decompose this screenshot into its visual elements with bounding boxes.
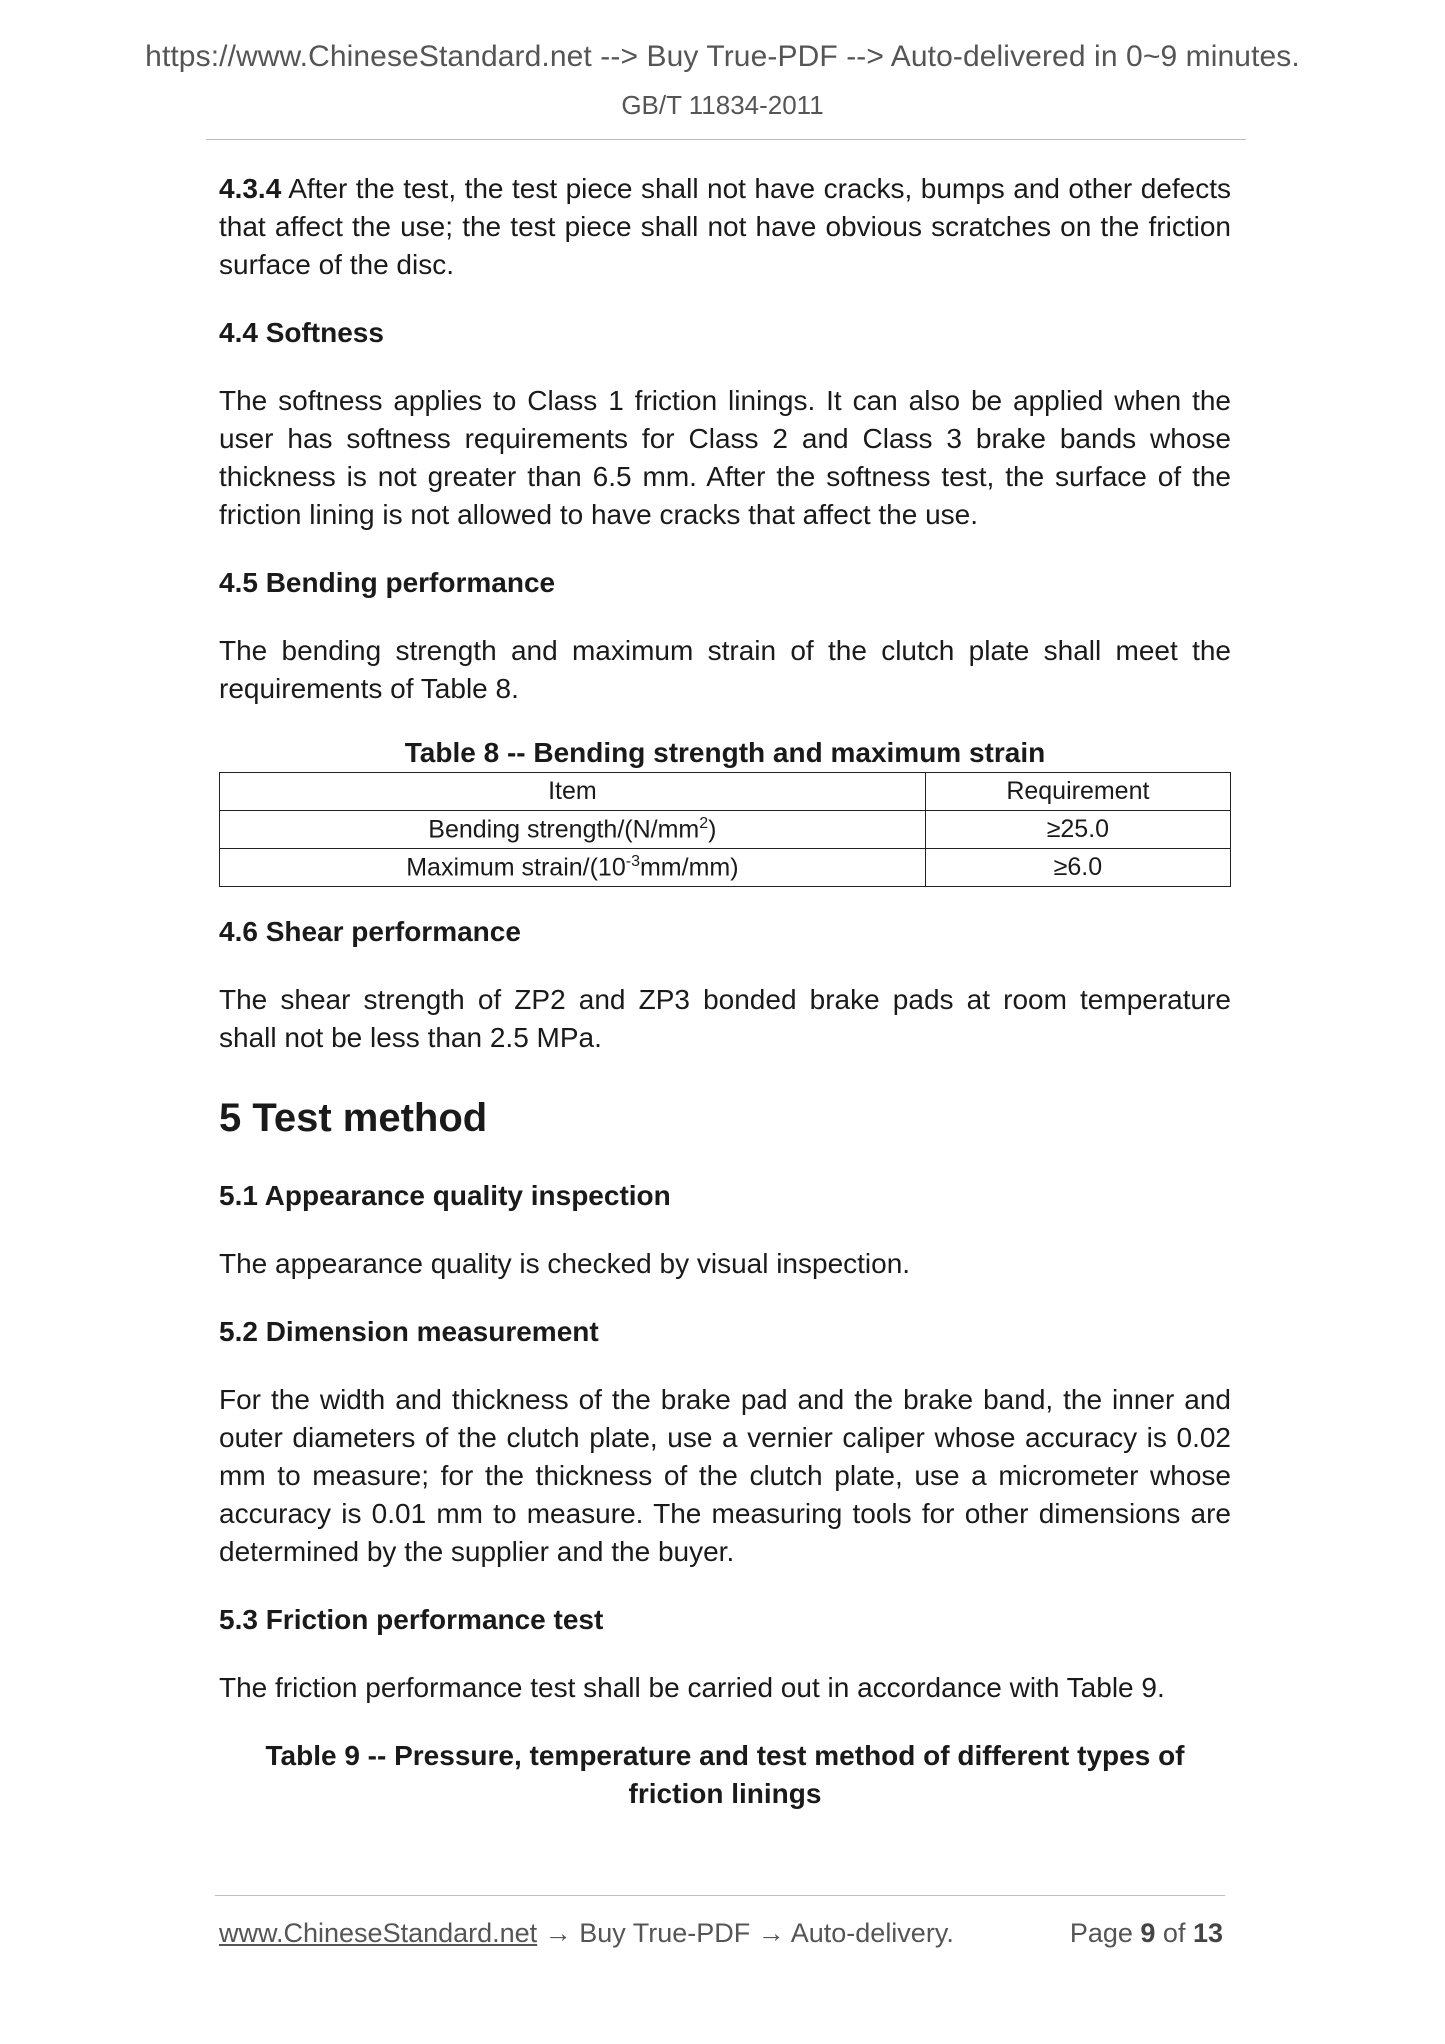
heading-5-1: 5.1 Appearance quality inspection	[219, 1180, 671, 1211]
table-9-title: Table 9 -- Pressure, temperature and test method of different types of friction linings	[265, 1740, 1185, 1809]
heading-5-2: 5.2 Dimension measurement	[219, 1316, 599, 1347]
top-banner: https://www.ChineseStandard.net --> Buy True-PDF --> Auto-delivered in 0~9 minutes.	[145, 40, 1300, 73]
row-item: Bending strength/$(N/mm^2)$	[220, 811, 926, 849]
paragraph-4-6: The shear strength of ZP2 and ZP3 bonded brake pads at room temperature shall not be less than 2.5 MPa.	[219, 984, 1231, 1053]
footer-site-link[interactable]: www.ChineseStandard.net	[219, 1918, 538, 1948]
footer-left	[219, 1918, 954, 1949]
header-requirement: Requirement	[925, 773, 1230, 811]
paragraph-5-1: The appearance quality is checked by visual inspection.	[219, 1248, 911, 1279]
table-8	[219, 772, 1231, 887]
row-value: ≥6.0	[925, 849, 1230, 887]
header-divider	[206, 139, 1246, 140]
header-item: Item	[220, 773, 926, 811]
footer-divider	[215, 1895, 1225, 1896]
footer-delivery-text: → Buy True-PDF → Auto-delivery.	[537, 1918, 954, 1948]
page-number: 9	[1140, 1918, 1156, 1948]
row-value: ≥25.0	[925, 811, 1230, 849]
heading-5: 5 Test method	[219, 1096, 488, 1140]
table-8-title: Table 8 -- Bending strength and maximum strain	[404, 737, 1046, 768]
table-header-row	[220, 773, 1231, 811]
paragraph-4-5: The bending strength and maximum strain of the clutch plate shall meet the requirements of Table 8.	[219, 635, 1231, 704]
heading-4-6: 4.6 Shear performance	[219, 916, 521, 947]
heading-4-5: 4.5 Bending performance	[219, 567, 556, 598]
paragraph-4-4: The softness applies to Class 1 friction linings. It can also be applied when the user has softness requirements for Class 2 and Class 3 brake bands whose thickness is not greater than 6.5 mm. After the softness test, the surface of the friction lining is not allowed to have cracks that affect the use.	[219, 385, 1231, 530]
clause-number: 4.3.4	[219, 173, 282, 204]
table-row	[220, 811, 1231, 849]
heading-5-3: 5.3 Friction performance test	[219, 1604, 604, 1635]
clause-text: After the test, the test piece shall not have cracks, bumps and other defects that affect the use; the test piece shall not have obvious scratches on the friction surface of the disc.	[219, 173, 1231, 280]
paragraph-5-3: The friction performance test shall be carried out in accordance with Table 9.	[219, 1672, 1165, 1703]
page-indicator: Page 9 of 13	[1069, 1918, 1223, 1948]
standard-code: GB/T 11834-2011	[621, 90, 824, 120]
page-content	[219, 170, 1231, 1813]
paragraph-5-2: For the width and thickness of the brake pad and the brake band, the inner and outer diameters of the clutch plate, use a vernier caliper whose accuracy is 0.02 mm to measure; for the thickness of the clutch plate, use a micrometer whose accuracy is 0.01 mm to measure. The measuring tools for other dimensions are determined by the supplier and the buyer.	[219, 1384, 1231, 1567]
heading-4-4: 4.4 Softness	[219, 317, 384, 348]
page-total: 13	[1192, 1918, 1223, 1948]
table-row	[220, 849, 1231, 887]
row-item: Maximum strain/$(10^{-3}mm/mm)$	[220, 849, 926, 887]
clause-4-3-4	[219, 170, 1231, 284]
